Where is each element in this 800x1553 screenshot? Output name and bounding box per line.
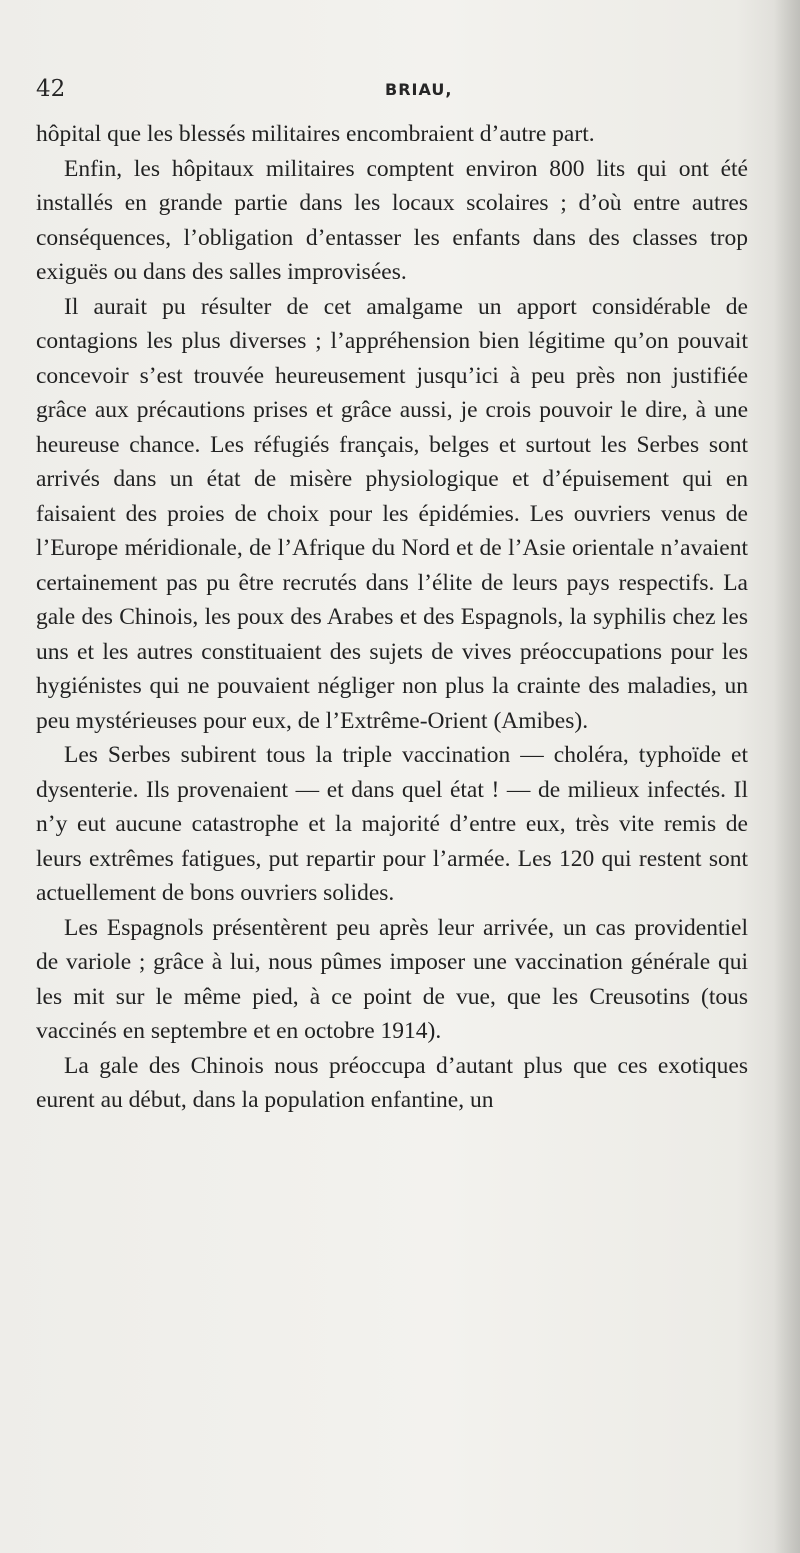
body-text [36, 117, 748, 1118]
paragraph: Les Espagnols présentèrent peu après leur arrivée, un cas providentiel de variole ; grâce à lui, nous pûmes imposer une vaccination générale qui les mit sur le même pied, à ce point de vue, que les Creusotins (tous vaccinés en septembre et en octobre 1914). [36, 914, 748, 1044]
running-head: BRIAU, [385, 80, 453, 99]
paragraph: La gale des Chinois nous préoccupa d’autant plus que ces exotiques eurent au début, dans la population enfantine, un [36, 1052, 748, 1113]
paragraph: Les Serbes subirent tous la triple vaccination — choléra, typhoïde et dysenterie. Ils provenaient — et dans quel état ! — de milieux infectés. Il n’y eut aucune catastrophe et la majorité d’entre eux, très vite remis de leurs extrêmes fatigues, put repartir pour l’armée. Les 120 qui restent sont actuellement de bons ouvriers solides. [36, 742, 748, 906]
paragraph: Enfin, les hôpitaux militaires comptent environ 800 lits qui ont été installés en grande partie dans les locaux scolaires ; d’où entre autres conséquences, l’obligation d’entasser les enfants dans des classes trop exiguës ou dans des salles improvisées. [36, 155, 748, 285]
paragraph: Il aurait pu résulter de cet amalgame un apport considérable de contagions les plus diverses ; l’appréhension bien légitime qu’on pouvait concevoir s’est trouvée heureusement jusqu’ici à peu près non justifiée grâce aux précautions prises et grâce aussi, je crois pouvoir le dire, à une heureuse chance. Les réfugiés français, belges et surtout les Serbes sont arrivés dans un état de misère physiologique et d’épuisement qui en faisaient des proies de choix pour les épidémies. Les ouvriers venus de l’Europe méridionale, de l’Afrique du Nord et de l’Asie orientale n’avaient certainement pas pu être recrutés dans l’élite de leurs pays respectifs. La gale des Chinois, les poux des Arabes et des Espagnols, la syphilis chez les uns et les autres constituaient des sujets de vives préoccupations pour les hygiénistes qui ne pouvaient négliger non plus la crainte des maladies, un peu mystérieuses pour eux, de l’Extrême-Orient (Amibes). [36, 293, 748, 734]
page-number: 42 [36, 76, 66, 102]
paragraph-continued: hôpital que les blessés militaires encombraient d’autre part. [36, 121, 595, 147]
page-header [36, 76, 748, 106]
page-edge-shadow [774, 0, 800, 1553]
